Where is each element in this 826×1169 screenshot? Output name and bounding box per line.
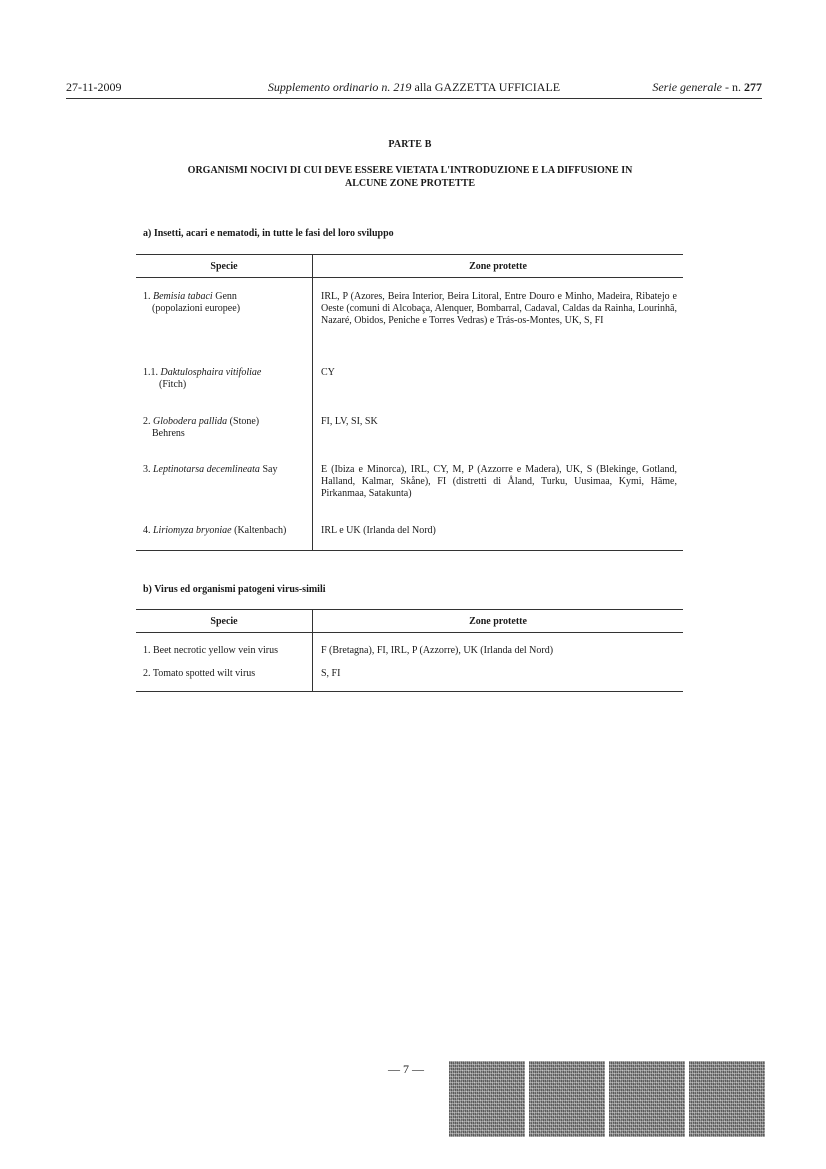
- species-cell: [136, 404, 313, 464]
- barcode-stamp: [529, 1061, 605, 1137]
- header-series-number: 277: [744, 80, 762, 94]
- table-row: [136, 367, 683, 404]
- subtitle-line-2: ALCUNE ZONE PROTETTE: [344, 178, 476, 189]
- header-series: [652, 80, 762, 95]
- table-row: [136, 525, 683, 551]
- page-subtitle: [136, 164, 684, 190]
- species-name: Globodera pallida: [153, 416, 228, 427]
- row-number: 2.: [143, 416, 153, 427]
- header-supplement: Supplemento ordinario n. 219: [267, 80, 412, 94]
- species-cell: [136, 367, 313, 404]
- header-gazette: alla GAZZETTA UFFICIALE: [411, 80, 561, 94]
- row-number: 3.: [143, 464, 153, 475]
- species-cell: 2. Tomato spotted wilt virus: [136, 668, 313, 692]
- species-cell: 1. Beet necrotic yellow vein virus: [136, 633, 313, 669]
- row-number: 4.: [143, 525, 153, 536]
- zones-cell: FI, LV, SI, SK: [321, 416, 378, 427]
- zones-cell: E (Ibiza e Minorca), IRL, CY, M, P (Azzorre e Madera), UK, S (Blekinge, Gotland, Halland, Kalmar, Skåne), FI (distretti di Åland, Turku, Uusimaa, Kymi, Häme, Pirkanmaa, Satakunta): [321, 464, 677, 499]
- section-b-heading: b) Virus ed organismi patogeni virus-simili: [143, 584, 326, 595]
- species-cell: [136, 525, 313, 551]
- col-species: Specie: [136, 610, 313, 633]
- header-series-mid: - n.: [722, 80, 744, 94]
- species-author: Genn: [212, 291, 237, 302]
- species-name: Liriomyza bryoniae: [153, 525, 232, 536]
- header-rule: [66, 98, 762, 99]
- row-number: 1.1.: [143, 367, 161, 378]
- species-author-2: Behrens: [152, 428, 185, 439]
- zones-cell: F (Bretagna), FI, IRL, P (Azzorre), UK (Irlanda del Nord): [321, 645, 554, 656]
- page-header: [66, 80, 762, 96]
- table-row: [136, 464, 683, 525]
- table-row: [136, 278, 683, 368]
- species-name: Bemisia tabaci: [153, 291, 213, 302]
- table-row: [136, 404, 683, 464]
- header-series-label: Serie generale: [652, 80, 722, 94]
- col-zones: Zone protette: [313, 255, 684, 278]
- zones-cell: IRL e UK (Irlanda del Nord): [313, 525, 684, 551]
- species-author: (Fitch): [159, 379, 187, 390]
- table-header-row: [136, 610, 683, 633]
- barcode-stamp: [689, 1061, 765, 1137]
- barcode-stamp: [609, 1061, 685, 1137]
- table-header-row: [136, 255, 683, 278]
- table-insects: [136, 254, 683, 551]
- page-number: — 7 —: [388, 1062, 424, 1076]
- section-a-heading: a) Insetti, acari e nematodi, in tutte le fasi del loro sviluppo: [143, 228, 394, 239]
- species-name: Leptinotarsa decemlineata: [153, 464, 260, 475]
- col-zones: Zone protette: [313, 610, 684, 633]
- species-cell: [136, 278, 313, 368]
- row-number: 1.: [143, 291, 153, 302]
- zones-cell: CY: [321, 367, 335, 378]
- species-cell: [136, 464, 313, 525]
- zones-cell: IRL, P (Azores, Beira Interior, Beira Litoral, Entre Douro e Minho, Madeira, Ribatejo e Oeste (comuni di Alcobaça, Alenquer, Bombarral, Cadaval, Caldas da Rainha, Lourinhã, Nazaré, Obidos, Peniche e Torres Vedras) e Trás-os-Montes, UK, S, FI: [321, 291, 677, 326]
- col-species: Specie: [136, 255, 313, 278]
- header-date: 27-11-2009: [66, 80, 122, 94]
- subtitle-line-1: ORGANISMI NOCIVI DI CUI DEVE ESSERE VIETATA L'INTRODUZIONE E LA DIFFUSIONE IN: [187, 165, 633, 176]
- page-title: PARTE B: [388, 139, 432, 150]
- species-name: Daktulosphaira vitifoliae: [160, 367, 262, 378]
- table-row: [136, 633, 683, 669]
- species-note: (popolazioni europee): [152, 303, 241, 314]
- species-author: Say: [259, 464, 278, 475]
- barcode-stamp: [449, 1061, 525, 1137]
- table-viruses: [136, 609, 683, 692]
- table-row: [136, 668, 683, 692]
- species-author: (Kaltenbach): [231, 525, 287, 536]
- zones-cell: S, FI: [313, 668, 684, 692]
- species-author: (Stone): [227, 416, 260, 427]
